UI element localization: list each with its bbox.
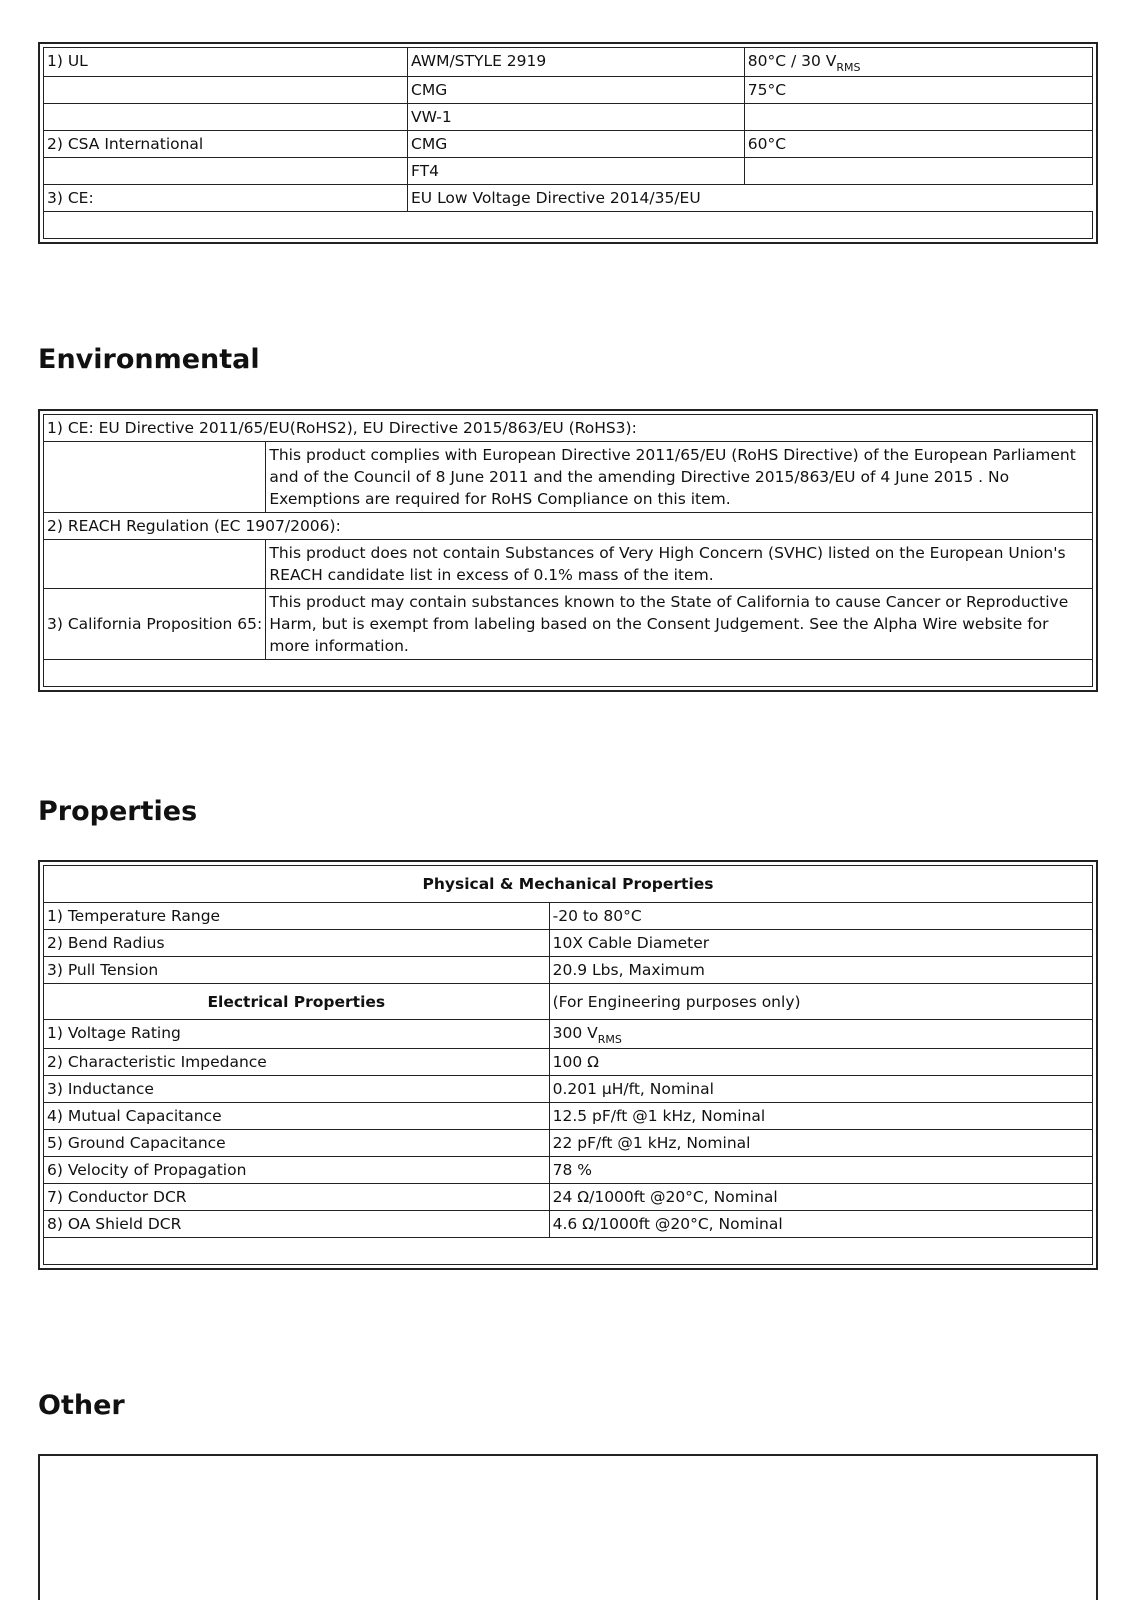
table-row bbox=[44, 930, 1093, 957]
approval-agency: 2) CSA International bbox=[44, 131, 408, 158]
table-row bbox=[44, 185, 1093, 212]
approval-rating: 60°C bbox=[744, 131, 1092, 158]
table-row bbox=[44, 1211, 1093, 1238]
empty-cell bbox=[44, 540, 266, 589]
property-label: 2) Bend Radius bbox=[44, 930, 550, 957]
table-row bbox=[44, 1020, 1093, 1049]
property-label: 6) Velocity of Propagation bbox=[44, 1157, 550, 1184]
approval-agency bbox=[44, 104, 408, 131]
property-label: 3) Inductance bbox=[44, 1076, 550, 1103]
property-label: 8) OA Shield DCR bbox=[44, 1211, 550, 1238]
approval-standard: CMG bbox=[408, 131, 745, 158]
section-heading-other: Other bbox=[38, 1390, 125, 1421]
table-row bbox=[44, 1238, 1093, 1265]
table-row bbox=[44, 48, 1093, 77]
table-row bbox=[44, 1184, 1093, 1211]
table-row bbox=[44, 660, 1093, 687]
table-row bbox=[44, 866, 1093, 903]
approval-standard: CMG bbox=[408, 77, 745, 104]
empty-cell bbox=[44, 442, 266, 513]
rms-subscript: RMS bbox=[597, 1033, 622, 1046]
property-value: 4.6 Ω/1000ft @20°C, Nominal bbox=[549, 1211, 1092, 1238]
environmental-table bbox=[38, 409, 1098, 692]
table-row bbox=[44, 903, 1093, 930]
property-label: 2) Characteristic Impedance bbox=[44, 1049, 550, 1076]
table-row bbox=[44, 1103, 1093, 1130]
approval-standard: AWM/STYLE 2919 bbox=[408, 48, 745, 77]
approval-agency: 1) UL bbox=[44, 48, 408, 77]
table-row bbox=[44, 77, 1093, 104]
property-label: 4) Mutual Capacitance bbox=[44, 1103, 550, 1130]
table-row bbox=[44, 540, 1093, 589]
approval-agency bbox=[44, 158, 408, 185]
approval-standard: EU Low Voltage Directive 2014/35/EU bbox=[408, 185, 1093, 212]
property-value: 12.5 pF/ft @1 kHz, Nominal bbox=[549, 1103, 1092, 1130]
property-label: 1) Temperature Range bbox=[44, 903, 550, 930]
empty-cell bbox=[44, 1238, 1093, 1265]
approval-rating bbox=[744, 158, 1092, 185]
table-row bbox=[44, 984, 1093, 1020]
rohs-text: This product complies with European Directive 2011/65/EU (RoHS Directive) of the European Parliament and of the Council of 8 June 2011 and the amending Directive 2015/863/EU of 4 June 2015 . No Exemptions are required for RoHS Compliance on this item. bbox=[266, 442, 1093, 513]
property-value: -20 to 80°C bbox=[549, 903, 1092, 930]
table-row bbox=[44, 589, 1093, 660]
approval-agency: 3) CE: bbox=[44, 185, 408, 212]
table-row bbox=[44, 1157, 1093, 1184]
table-row bbox=[44, 104, 1093, 131]
approval-agency bbox=[44, 77, 408, 104]
rohs-label: 1) CE: EU Directive 2011/65/EU(RoHS2), EU Directive 2015/863/EU (RoHS3): bbox=[44, 415, 1093, 442]
physical-title: Physical & Mechanical Properties bbox=[44, 866, 1093, 903]
reach-text: This product does not contain Substances of Very High Concern (SVHC) listed on the European Union's REACH candidate list in excess of 0.1% mass of the item. bbox=[266, 540, 1093, 589]
property-value: 22 pF/ft @1 kHz, Nominal bbox=[549, 1130, 1092, 1157]
property-label: 5) Ground Capacitance bbox=[44, 1130, 550, 1157]
empty-cell bbox=[44, 660, 1093, 687]
table-row bbox=[44, 212, 1093, 239]
approval-rating: 75°C bbox=[744, 77, 1092, 104]
prop65-text: This product may contain substances known to the State of California to cause Cancer or Reproductive Harm, but is exempt from labeling based on the Consent Judgement. See the Alpha Wire website for more information. bbox=[266, 589, 1093, 660]
table-row bbox=[44, 1049, 1093, 1076]
table-row bbox=[44, 513, 1093, 540]
property-label: 1) Voltage Rating bbox=[44, 1020, 550, 1049]
prop65-label: 3) California Proposition 65: bbox=[44, 589, 266, 660]
approval-standard: VW-1 bbox=[408, 104, 745, 131]
property-value: 100 Ω bbox=[549, 1049, 1092, 1076]
empty-cell bbox=[44, 212, 1093, 239]
properties-table bbox=[38, 860, 1098, 1270]
section-heading-properties: Properties bbox=[38, 796, 198, 827]
table-row bbox=[44, 158, 1093, 185]
table-row bbox=[44, 1076, 1093, 1103]
electrical-note: (For Engineering purposes only) bbox=[549, 984, 1092, 1020]
reach-label: 2) REACH Regulation (EC 1907/2006): bbox=[44, 513, 1093, 540]
section-heading-environmental: Environmental bbox=[38, 344, 260, 375]
property-label: 3) Pull Tension bbox=[44, 957, 550, 984]
property-label: 7) Conductor DCR bbox=[44, 1184, 550, 1211]
table-row bbox=[44, 131, 1093, 158]
rms-subscript: RMS bbox=[836, 61, 861, 74]
property-value: 300 $V_{RMS}$ bbox=[549, 1020, 1092, 1049]
approval-rating bbox=[744, 104, 1092, 131]
table-row bbox=[44, 415, 1093, 442]
property-value: 20.9 Lbs, Maximum bbox=[549, 957, 1092, 984]
approval-rating: 80°C / 30 $V_{RMS}$ bbox=[744, 48, 1092, 77]
electrical-title: Electrical Properties bbox=[44, 984, 550, 1020]
table-row bbox=[44, 442, 1093, 513]
approval-standard: FT4 bbox=[408, 158, 745, 185]
table-row bbox=[44, 957, 1093, 984]
property-value: 24 Ω/1000ft @20°C, Nominal bbox=[549, 1184, 1092, 1211]
property-value: 0.201 µH/ft, Nominal bbox=[549, 1076, 1092, 1103]
other-table bbox=[38, 1454, 1098, 1600]
property-value: 78 % bbox=[549, 1157, 1092, 1184]
property-value: 10X Cable Diameter bbox=[549, 930, 1092, 957]
approvals-table bbox=[38, 42, 1098, 244]
table-row bbox=[44, 1130, 1093, 1157]
